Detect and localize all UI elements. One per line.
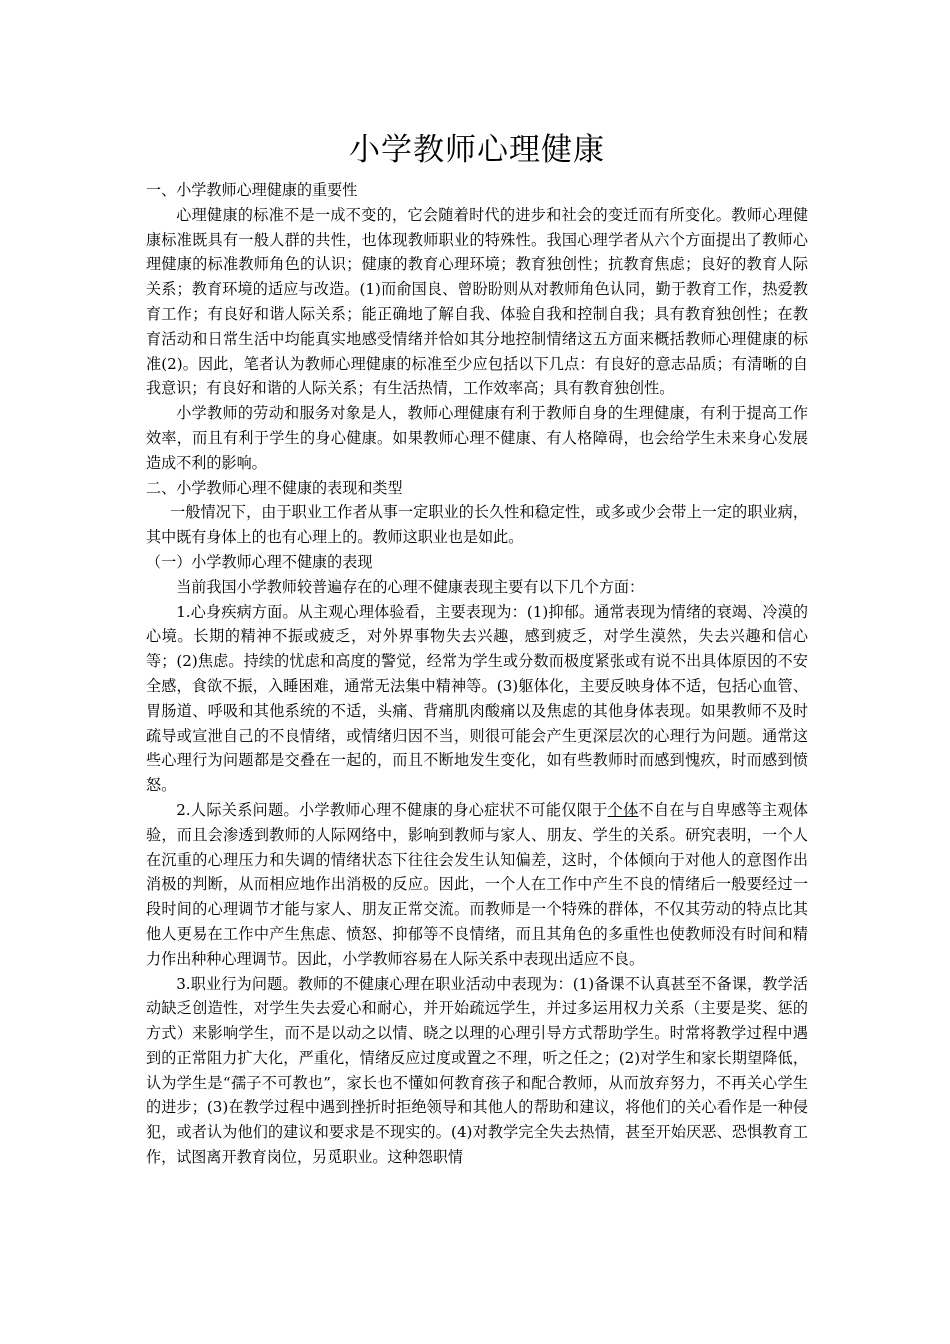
paragraph-2: 小学教师的劳动和服务对象是人，教师心理健康有利于教师自身的生理健康，有利于提高工作效率，而且有利于学生的身心健康。如果教师心理不健康、有人格障碍，也会给学生未来身心发展造成不利的影响。 [146,404,808,472]
subsection-heading-1: （一）小学教师心理不健康的表现 [146,552,373,571]
paragraph-1: 心理健康的标准不是一成不变的，它会随着时代的进步和社会的变迁而有所变化。教师心理健康标准既具有一般人群的共性，也体现教师职业的特殊性。我国心理学者从六个方面提出了教师心理健康的标准教师角色的认识；健康的教育心理环境；教育独创性；抗教育焦虑；良好的教育人际关系；教育环境的适应与改造。(1)而俞国良、曾盼盼则从对教师角色认同，勤于教育工作，热爱教育工作；有良好和谐人际关系；能正确地了解自我、体验自我和控制自我；具有教育独创性；在教育活动和日常生活中均能真实地感受情绪并恰如其分地控制情绪这五方面来概括教师心理健康的标准(2)。因此，笔者认为教师心理健康的标准至少应包括以下几点：有良好的意志品质；有清晰的自我意识；有良好和谐的人际关系；有生活热情，工作效率高；具有教育独创性。 [146,205,808,398]
paragraph-6 [146,798,808,972]
paragraph-5: 1.心身疾病方面。从主观心理体验看，主要表现为：(1)抑郁。通常表现为情绪的衰竭、冷漠的心境。长期的精神不振或疲乏，对外界事物失去兴趣，感到疲乏，对学生漠然，失去兴趣和信心等；(2)焦虑。持续的忧虑和高度的警觉，经常为学生或分数而极度紧张或有说不出具体原因的不安全感，食欲不振，入睡困难，通常无法集中精神等。(3)躯体化，主要反映身体不适，包括心血管、胃肠道、呼吸和其他系统的不适，头痛、背痛肌肉酸痛以及焦虑的其他身体表现。如果教师不及时疏导或宣泄自己的不良情绪，或情绪归因不当，则很可能会产生更深层次的心理行为问题。通常这些心理行为问题都是交叠在一起的，而且不断地发生变化，如有些教师时而感到愧疚，时而感到愤怒。 [146,602,808,795]
paragraph-7: 3.职业行为问题。教师的不健康心理在职业活动中表现为：(1)备课不认真甚至不备课，教学活动缺乏创造性，对学生失去爱心和耐心，并开始疏远学生，并过多运用权力关系（主要是奖、惩的方式）来影响学生，而不是以动之以情、晓之以理的心理引导方式帮助学生。时常将教学过程中遇到的正常阻力扩大化，严重化，情绪反应过度或置之不理，听之任之；(2)对学生和家长期望降低，认为学生是“孺子不可教也”，家长也不懂如何教育孩子和配合教师，从而放弃努力，不再关心学生的进步；(3)在教学过程中遇到挫折时拒绝领导和其他人的帮助和建议，将他们的关心看作是一种侵犯，或者认为他们的建议和要求是不现实的。(4)对教学完全失去热情，甚至开始厌恶、恐惧教育工作，试图离开教育岗位，另觅职业。这种怨职情 [146,974,808,1167]
page-title: 小学教师心理健康 [349,132,605,168]
document-page [146,128,808,1170]
paragraph-3: 一般情况下，由于职业工作者从事一定职业的长久性和稳定性，或多或少会带上一定的职业病，其中既有身体上的也有心理上的。教师这职业也是如此。 [146,503,808,547]
section-heading-2: 二、小学教师心理不健康的表现和类型 [146,478,403,497]
paragraph-6-text-b: 不自在与自卑感等主观体验，而且会渗透到教师的人际网络中，影响到教师与家人、朋友、学生的关系。研究表明，一个人在沉重的心理压力和失调的情绪状态下往往会发生认知偏差，这时，个体倾向于对他人的意图作出消极的判断，从而相应地作出消极的反应。因此，一个人在工作中产生不良的情绪后一般要经过一段时间的心理调节才能与家人、朋友正常交流。而教师是一个特殊的群体，不仅其劳动的特点比其他人更易在工作中产生焦虑、愤怒、抑郁等不良情绪，而且其角色的多重性也使教师没有时间和精力作出种种心理调节。因此，小学教师容易在人际关系中表现出适应不良。 [146,800,808,968]
paragraph-6-text-a: 2.人际关系问题。小学教师心理不健康的身心症状不可能仅限于 [176,800,608,819]
section-heading-1: 一、小学教师心理健康的重要性 [146,181,358,199]
paragraph-4: 当前我国小学教师较普遍存在的心理不健康表现主要有以下几个方面： [176,577,645,596]
underlined-term: 个体 [607,800,639,819]
